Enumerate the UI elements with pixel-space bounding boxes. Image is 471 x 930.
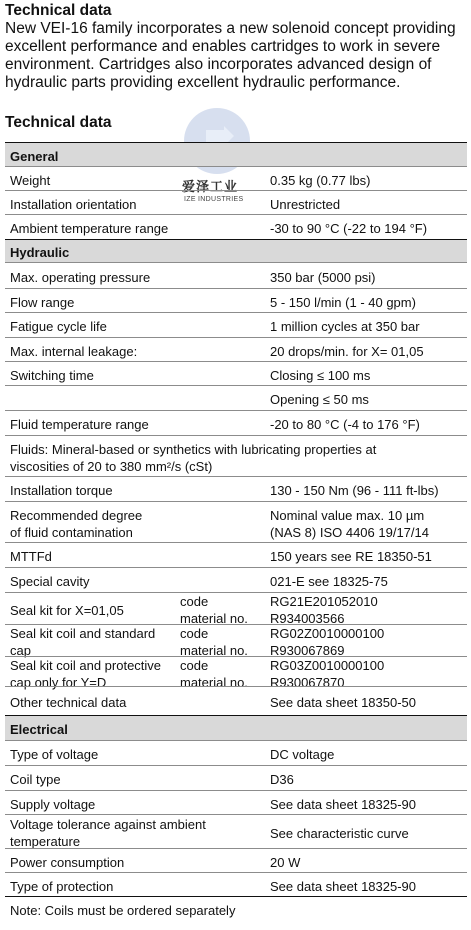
table-row-25 [5, 814, 467, 848]
section-heading-technical-data: Technical data [5, 2, 112, 19]
cell-line: Note: Coils must be ordered separately [10, 903, 236, 918]
intro-paragraph: New VEI-16 family incorporates a new solenoid concept providing excellent performance and enables cartridges to work in severe environment. Cartridges also incorporates advanced design of hydraulic parts providing excellent hydraulic performance. [5, 20, 456, 91]
cell-line: 0.35 kg (0.77 lbs) [270, 173, 371, 188]
table-cell [10, 603, 124, 618]
table-cell [10, 772, 61, 787]
table-cell [10, 722, 68, 737]
cell-line: Fluids: Mineral-based or synthetics with lubricating properties at [10, 442, 377, 457]
table-cell [10, 197, 136, 212]
cell-line: See data sheet 18350-50 [270, 695, 417, 710]
table-row-5 [5, 262, 467, 288]
cell-line: Hydraulic [10, 245, 70, 260]
table-cell [270, 797, 416, 812]
cell-line: Nominal value max. 10 µm [270, 508, 425, 523]
table-row-7 [5, 312, 467, 337]
cell-line: Fatigue cycle life [10, 319, 107, 334]
table-row-10 [5, 385, 467, 410]
cell-line: code [180, 594, 209, 609]
table-row-13 [5, 476, 467, 501]
table-row-28 [5, 896, 467, 921]
table-cell [270, 392, 369, 407]
table-heading: Technical data [5, 114, 112, 131]
cell-line: Max. operating pressure [10, 270, 151, 285]
table-cell [10, 797, 95, 812]
cell-line: Installation torque [10, 483, 113, 498]
cell-line: Seal kit coil and standard [10, 626, 156, 641]
cell-line: D36 [270, 772, 294, 787]
cell-line: 021-E see 18325-75 [270, 574, 388, 589]
cell-line: R930067869 [270, 643, 345, 658]
table-row-17 [5, 592, 467, 624]
cell-line: Type of voltage [10, 747, 99, 762]
cell-line: code [180, 626, 209, 641]
table-cell [10, 747, 98, 762]
cell-line: Voltage tolerance against ambient [10, 817, 206, 832]
table-cell [10, 879, 113, 894]
cell-line: See data sheet 18325-90 [270, 797, 417, 812]
cell-line: Coil type [10, 772, 61, 787]
table-cell [270, 173, 370, 188]
cell-line: See data sheet 18325-90 [270, 879, 417, 894]
cell-line: Type of protection [10, 879, 114, 894]
cell-line: DC voltage [270, 747, 335, 762]
table-row-19 [5, 656, 467, 690]
cell-line: Seal kit coil and protective [10, 658, 162, 673]
cell-line: See characteristic curve [270, 826, 409, 841]
table-cell [270, 270, 376, 285]
cell-line: material no. [180, 643, 248, 658]
table-row-6 [5, 288, 467, 312]
table-row-22 [5, 740, 467, 765]
section-row-21 [5, 715, 467, 740]
cell-line: Ambient temperature range [10, 221, 169, 236]
table-cell [270, 507, 429, 541]
table-cell [10, 392, 14, 407]
cell-line: viscosities of 20 to 380 mm²/s (cSt) [10, 459, 213, 474]
table-cell [10, 344, 137, 359]
table-cell [10, 149, 58, 164]
cell-line: Flow range [10, 295, 75, 310]
cell-line: RG03Z0010000100 [270, 658, 385, 673]
table-row-27 [5, 872, 467, 896]
cell-line: cap only for Y=D [10, 675, 107, 690]
table-row-12 [5, 435, 467, 476]
table-cell [180, 593, 248, 627]
table-cell [10, 483, 113, 498]
cell-line: 350 bar (5000 psi) [270, 270, 376, 285]
cell-line: of fluid contamination [10, 525, 133, 540]
cell-line: R934003566 [270, 611, 345, 626]
table-row-18 [5, 624, 467, 656]
table-cell [10, 855, 124, 870]
table-cell [10, 574, 89, 589]
table-cell [10, 441, 376, 475]
table-cell [270, 368, 370, 383]
table-cell [10, 173, 50, 188]
table-cell [10, 625, 155, 659]
table-row-26 [5, 848, 467, 872]
table-cell [270, 483, 439, 498]
table-cell [10, 549, 52, 564]
cell-line [10, 392, 14, 407]
cell-line: -30 to 90 °C (-22 to 194 °F) [270, 221, 428, 236]
table-row-11 [5, 410, 467, 435]
cell-line: RG02Z0010000100 [270, 626, 385, 641]
table-cell [270, 221, 427, 236]
table-cell [10, 295, 74, 310]
table-row-3 [5, 214, 467, 239]
table-cell [270, 695, 416, 710]
cell-line: 5 - 150 l/min (1 - 40 gpm) [270, 295, 416, 310]
section-row-4 [5, 239, 467, 262]
table-row-14 [5, 501, 467, 542]
table-row-23 [5, 765, 467, 790]
cell-line: temperature [10, 834, 81, 849]
table-cell [10, 319, 107, 334]
table-cell [180, 625, 248, 659]
table-row-9 [5, 361, 467, 385]
table-row-20 [5, 686, 467, 715]
cell-line: Max. internal leakage: [10, 344, 138, 359]
table-cell [270, 417, 420, 432]
cell-line: 20 drops/min. for X= 01,05 [270, 344, 424, 359]
cell-line: code [180, 658, 209, 673]
table-cell [270, 625, 384, 659]
cell-line: Recommended degree [10, 508, 143, 523]
table-cell [270, 197, 340, 212]
table-cell [270, 549, 432, 564]
table-row-15 [5, 542, 467, 567]
cell-line: Weight [10, 173, 51, 188]
table-cell [10, 221, 168, 236]
cell-line: Supply voltage [10, 797, 96, 812]
cell-line: material no. [180, 675, 248, 690]
watermark-en-text: IZE INDUSTRIES [184, 196, 244, 203]
cell-line: Electrical [10, 722, 68, 737]
table-row-1 [5, 166, 467, 190]
cell-line: Special cavity [10, 574, 90, 589]
cell-line: MTTFd [10, 549, 52, 564]
cell-line: Power consumption [10, 855, 125, 870]
cell-line: R930067870 [270, 675, 345, 690]
cell-line: 1 million cycles at 350 bar [270, 319, 420, 334]
table-row-2 [5, 190, 467, 214]
cell-line: Opening ≤ 50 ms [270, 392, 369, 407]
cell-line: General [10, 149, 59, 164]
table-cell [10, 695, 126, 710]
table-cell [10, 270, 150, 285]
table-cell [10, 245, 69, 260]
cell-line: 150 years see RE 18350-51 [270, 549, 432, 564]
table-cell [10, 417, 149, 432]
cell-line: RG21E201052010 [270, 594, 378, 609]
table-row-24 [5, 790, 467, 814]
table-row-16 [5, 567, 467, 592]
table-row-8 [5, 337, 467, 361]
cell-line: Installation orientation [10, 197, 137, 212]
cell-line: (NAS 8) ISO 4406 19/17/14 [270, 525, 429, 540]
table-cell [270, 855, 300, 870]
table-cell [270, 295, 416, 310]
cell-line: 20 W [270, 855, 301, 870]
table-cell [10, 816, 206, 850]
cell-line: Other technical data [10, 695, 127, 710]
table-cell [270, 574, 388, 589]
cell-line: cap [10, 643, 31, 658]
cell-line: Fluid temperature range [10, 417, 149, 432]
table-cell [270, 319, 420, 334]
cell-line: Switching time [10, 368, 94, 383]
table-cell [270, 826, 409, 841]
table-cell [10, 507, 142, 541]
table-cell [270, 344, 424, 359]
table-cell [270, 593, 378, 627]
cell-line: Closing ≤ 100 ms [270, 368, 371, 383]
table-cell [270, 879, 416, 894]
watermark-cn-text: 爱泽工业 [182, 179, 239, 194]
cell-line: material no. [180, 611, 248, 626]
cell-line: -20 to 80 °C (-4 to 176 °F) [270, 417, 420, 432]
cell-line: Seal kit for X=01,05 [10, 603, 124, 618]
table-cell [10, 903, 235, 918]
table-cell [270, 747, 334, 762]
section-row-0 [5, 142, 467, 166]
cell-line: Unrestricted [270, 197, 341, 212]
table-cell [270, 772, 294, 787]
table-cell [10, 368, 94, 383]
cell-line: 130 - 150 Nm (96 - 111 ft-lbs) [270, 483, 439, 498]
